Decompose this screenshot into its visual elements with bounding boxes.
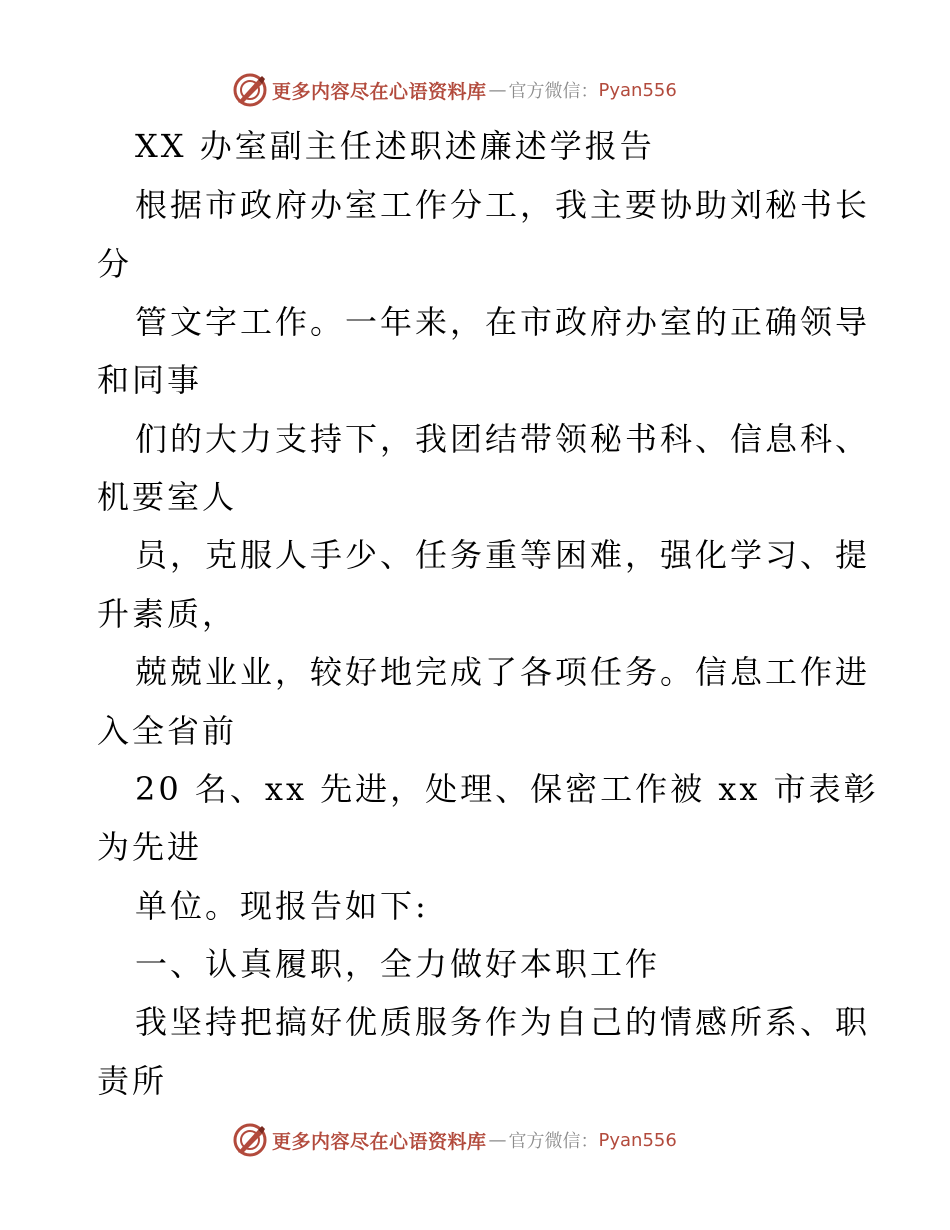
paragraph-line: 管文字工作。一年来，在市政府办室的正确领导: [135, 303, 871, 341]
paragraph-line: 和同事: [97, 361, 203, 399]
pen-logo-icon: [232, 72, 268, 108]
paragraph-line: 根据市政府办室工作分工，我主要协助刘秘书长: [135, 186, 871, 224]
paragraph-line: 们的大力支持下，我团结带领秘书科、信息科、: [135, 420, 871, 458]
banner-brand: 更多内容尽在心语资料库: [272, 1130, 487, 1153]
paragraph-line: 机要室人: [97, 478, 238, 516]
pen-logo-icon: [232, 1122, 268, 1158]
paragraph-line: 入全省前: [97, 712, 238, 750]
paragraph-line: 责所: [97, 1062, 168, 1100]
paragraph-line: 我坚持把搞好优质服务作为自己的情感所系、职: [135, 1003, 871, 1041]
paragraph-line: 分: [97, 245, 133, 283]
paragraph-line: 20 名、xx 先进，处理、保密工作被 xx 市表彰: [135, 770, 879, 808]
banner-wechat-id: Pyan556: [598, 1129, 677, 1151]
banner-wechat-label: 官方微信：: [508, 81, 599, 102]
paragraph-line: 兢兢业业，较好地完成了各项任务。信息工作进: [135, 653, 871, 691]
paragraph-line: 为先进: [97, 828, 203, 866]
footer-banner: [0, 1120, 950, 1160]
banner-content: [232, 70, 677, 110]
document-title: XX 办室副主任述职述廉述学报告: [135, 127, 655, 165]
paragraph-line: 升素质，: [97, 595, 238, 633]
paragraph-line: 员，克服人手少、任务重等困难，强化学习、提: [135, 536, 871, 574]
banner-wechat-id: Pyan556: [598, 79, 677, 101]
banner-dash: —: [488, 1129, 507, 1151]
banner-content: [232, 1120, 677, 1160]
header-banner: [0, 70, 950, 110]
banner-wechat-label: 官方微信：: [508, 1131, 599, 1152]
paragraph-line: 单位。现报告如下:: [135, 887, 429, 925]
banner-brand: 更多内容尽在心语资料库: [272, 80, 487, 103]
section-heading: 一、认真履职，全力做好本职工作: [135, 945, 661, 983]
banner-dash: —: [488, 79, 507, 101]
